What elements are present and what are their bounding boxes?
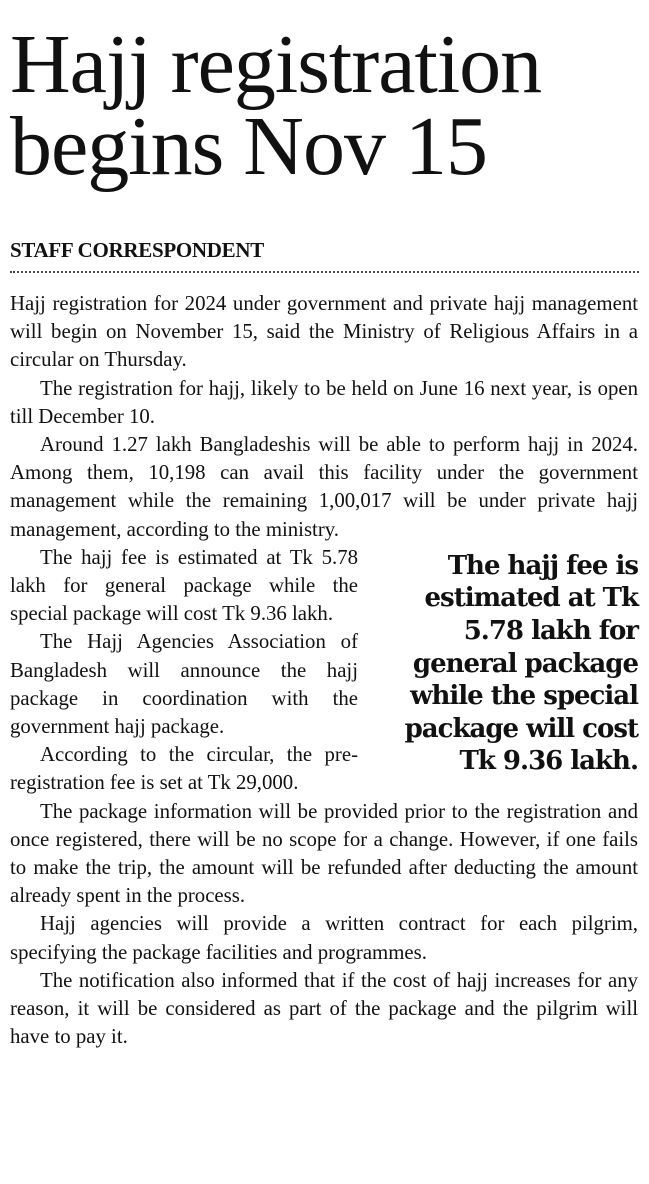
paragraph-9: The notification also informed that if the cost of hajj increases for any reason, it will be considered as part of the package and the pilgrim will have to pay it. <box>10 968 638 1049</box>
dotted-divider <box>10 271 639 273</box>
paragraph-3: Around 1.27 lakh Bangladeshis will be able to perform hajj in 2024. Among them, 10,198 can avail this facility under the government management while the remaining 1,00,017 will be under private hajj management, according to the ministry. <box>10 433 638 541</box>
headline: Hajj registration begins Nov 15 <box>10 18 542 193</box>
paragraph-7: The package information will be provided prior to the registration and once registered, there will be no scope for a change. However, if one fails to make the trip, the amount will be refunded after deducting the amount already spent in the process. <box>10 799 638 908</box>
paragraph-5: The Hajj Agencies Association of Bangladesh will announce the hajj package in coordination with the government hajj package. <box>10 630 358 739</box>
paragraph-6: According to the circular, the pre-registration fee is set at Tk 29,000. <box>10 743 358 795</box>
byline: STAFF CORRESPONDENT <box>10 238 264 262</box>
paragraph-8: Hajj agencies will provide a written contract for each pilgrim, specifying the package facilities and programmes. <box>10 912 638 964</box>
paragraph-1: Hajj registration for 2024 under government and private hajj management will begin on November 15, said the Ministry of Religious Affairs in a circular on Thursday. <box>10 292 638 372</box>
paragraph-4: The hajj fee is estimated at Tk 5.78 lakh for general package while the special package will cost Tk 9.36 lakh. <box>10 545 358 626</box>
pull-quote: The hajj fee is estimated at Tk 5.78 lakh for general package while the special package will cost Tk 9.36 lakh. <box>404 550 638 777</box>
article-body <box>10 290 638 1051</box>
paragraph-2: The registration for hajj, likely to be held on June 16 next year, is open till December 10. <box>10 376 638 428</box>
